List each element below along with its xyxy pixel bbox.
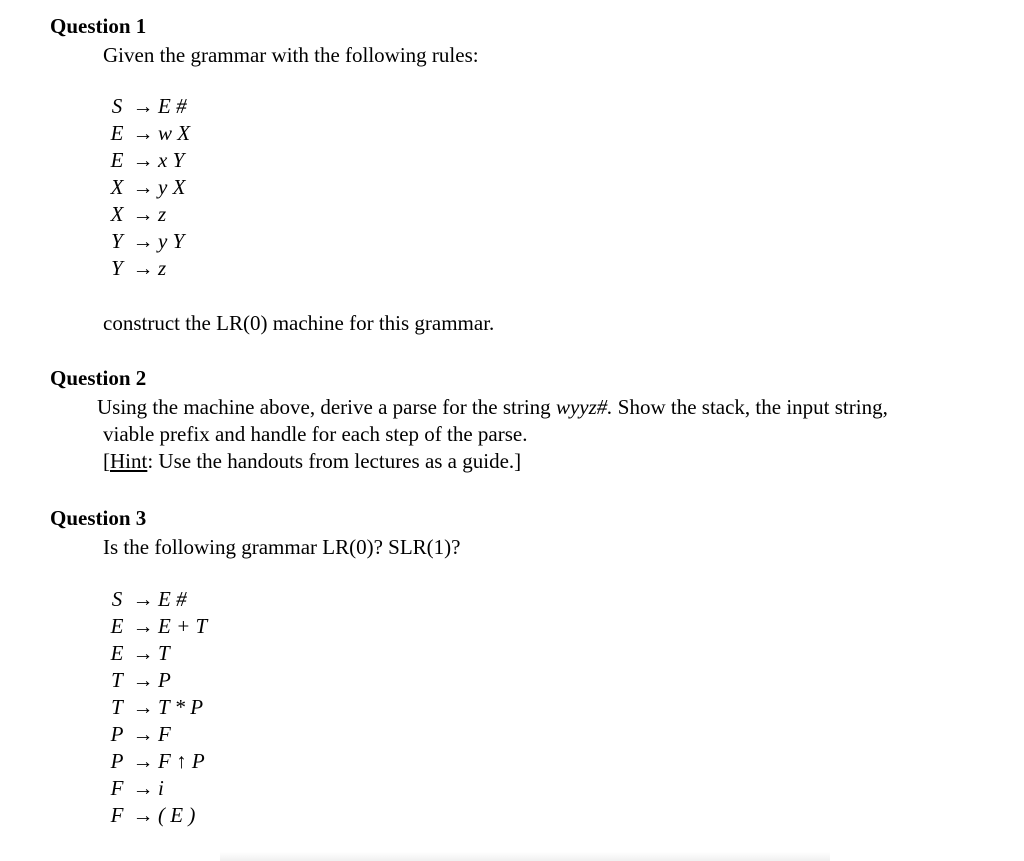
- rule-lhs: E: [110, 148, 124, 172]
- right-arrow-icon: →: [132, 256, 154, 280]
- parse-string: wyyz#.: [555, 395, 613, 419]
- rule-lhs: F: [110, 803, 124, 827]
- rule-rhs: E #: [158, 94, 187, 118]
- rule-rhs: z: [158, 202, 167, 226]
- right-arrow-icon: →: [132, 587, 154, 611]
- rule-rhs: w X: [158, 121, 191, 145]
- grammar-rule: [106, 613, 207, 640]
- right-arrow-icon: →: [132, 776, 154, 800]
- grammar-rule: [106, 174, 190, 201]
- right-arrow-icon: →: [132, 94, 154, 118]
- question-2-line-1: Using the machine above, derive a parse for the string wyyz#. Show the stack, the input string,: [97, 395, 888, 419]
- grammar-rule: [106, 694, 207, 721]
- grammar-rule: [106, 667, 207, 694]
- rule-rhs: x Y: [158, 148, 185, 172]
- rule-lhs: X: [110, 202, 124, 226]
- rule-lhs: E: [110, 614, 124, 638]
- grammar-rule: [106, 586, 207, 613]
- grammar-rule: [106, 748, 207, 775]
- rule-rhs: E #: [158, 587, 187, 611]
- rule-rhs: z: [158, 256, 167, 280]
- rule-lhs: Y: [111, 229, 123, 253]
- right-arrow-icon: →: [132, 668, 154, 692]
- question-2-body: [97, 394, 888, 475]
- grammar-rule: [106, 147, 190, 174]
- question-2-line-2: viable prefix and handle for each step of the parse.: [103, 422, 528, 446]
- right-arrow-icon: →: [132, 175, 154, 199]
- bottom-shadow-divider: [220, 852, 830, 861]
- grammar-rule: [106, 93, 190, 120]
- hint-label: Hint: [110, 449, 148, 473]
- right-arrow-icon: →: [132, 695, 154, 719]
- right-arrow-icon: →: [132, 803, 154, 827]
- right-arrow-icon: →: [132, 749, 154, 773]
- grammar-rule: [106, 802, 207, 829]
- grammar-3: [106, 586, 207, 829]
- rule-rhs: E + T: [158, 614, 208, 638]
- right-arrow-icon: →: [132, 229, 154, 253]
- grammar-rule: [106, 228, 190, 255]
- question-3-title: Question 3: [50, 506, 147, 530]
- rule-rhs: y X: [158, 175, 186, 199]
- right-arrow-icon: →: [132, 121, 154, 145]
- grammar-rule: [106, 120, 190, 147]
- grammar-rule: [106, 775, 207, 802]
- rule-rhs: P: [158, 668, 171, 692]
- question-3-intro: Is the following grammar LR(0)? SLR(1)?: [103, 535, 461, 559]
- rule-rhs: T: [158, 641, 170, 665]
- rule-rhs: ( E ): [158, 803, 196, 827]
- rule-rhs: i: [158, 776, 164, 800]
- rule-rhs: T * P: [158, 695, 204, 719]
- grammar-rule: [106, 721, 207, 748]
- grammar-rule: [106, 255, 190, 282]
- rule-lhs: E: [110, 641, 124, 665]
- rule-lhs: T: [111, 668, 123, 692]
- rule-rhs: y Y: [158, 229, 185, 253]
- rule-lhs: X: [110, 175, 124, 199]
- grammar-rule: [106, 640, 207, 667]
- right-arrow-icon: →: [132, 614, 154, 638]
- grammar-1: [106, 93, 190, 282]
- rule-lhs: Y: [111, 256, 123, 280]
- rule-lhs: S: [111, 587, 123, 611]
- rule-rhs: F ↑ P: [158, 749, 205, 773]
- right-arrow-icon: →: [132, 641, 154, 665]
- rule-lhs: P: [110, 722, 124, 746]
- rule-lhs: E: [110, 121, 124, 145]
- question-2-title: Question 2: [50, 366, 147, 390]
- right-arrow-icon: →: [132, 722, 154, 746]
- rule-lhs: P: [110, 749, 124, 773]
- rule-rhs: F: [158, 722, 171, 746]
- right-arrow-icon: →: [132, 202, 154, 226]
- rule-lhs: S: [111, 94, 123, 118]
- right-arrow-icon: →: [132, 148, 154, 172]
- question-1-instruction: construct the LR(0) machine for this grammar.: [103, 311, 495, 335]
- grammar-rule: [106, 201, 190, 228]
- rule-lhs: T: [111, 695, 123, 719]
- question-1-title: Question 1: [50, 14, 147, 38]
- question-1-intro: Given the grammar with the following rules:: [103, 43, 479, 67]
- rule-lhs: F: [110, 776, 124, 800]
- question-2-hint: [Hint: Use the handouts from lectures as a guide.]: [103, 449, 522, 473]
